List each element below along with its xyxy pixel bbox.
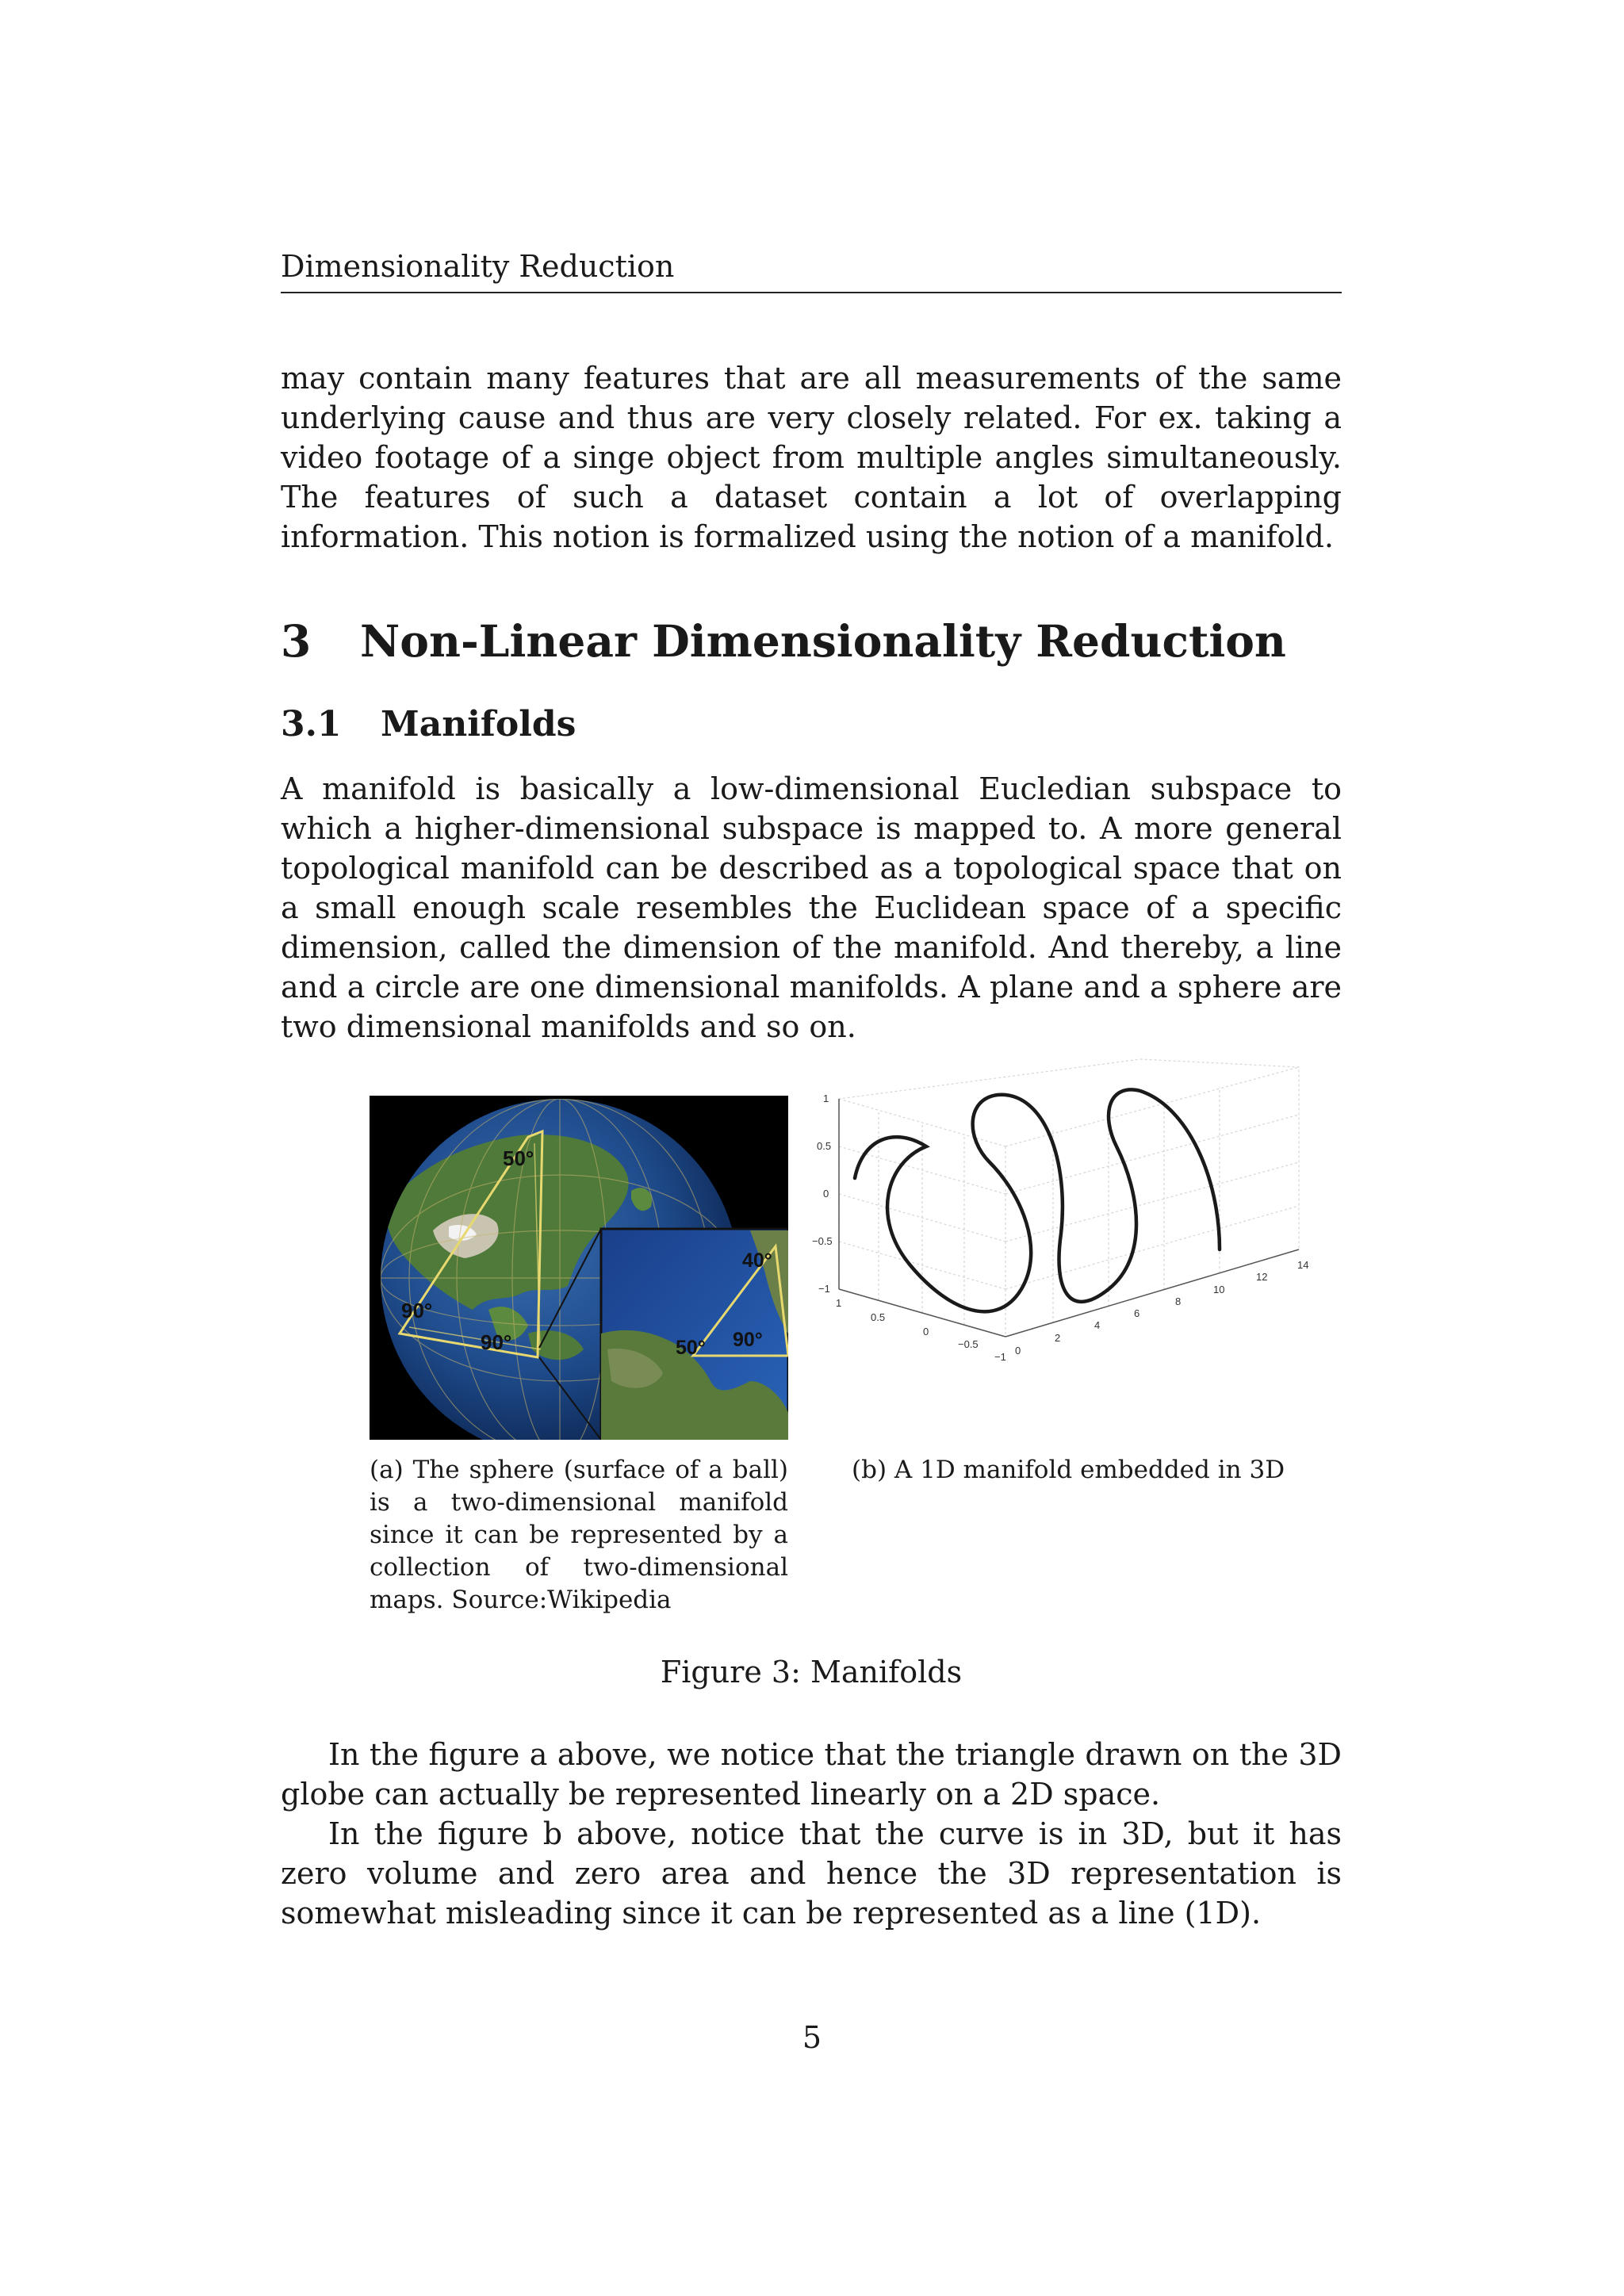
globe-illustration: [370, 1096, 788, 1440]
section-heading: [281, 614, 1286, 668]
inset-angle-top: 40°: [742, 1249, 772, 1272]
x-tick-6: 6: [1134, 1307, 1140, 1319]
section-title: Non-Linear Dimensionality Reduction: [360, 615, 1286, 667]
x-tick-14: 14: [1297, 1259, 1309, 1271]
subfigure-a-caption: (a) The sphere (surface of a ball) is a two-dimensional manifold since it can be represented by a collection of two-dimensional maps. Source:Wikipedia: [370, 1456, 788, 1614]
page-number: 5: [802, 2020, 822, 2055]
paragraph-figure-a: In the figure a above, we notice that the triangle drawn on the 3D globe can actually be represented linearly on a 2D space.: [281, 1737, 1342, 1812]
inset-angle-right: 90°: [733, 1329, 763, 1351]
subsection-title: Manifolds: [381, 704, 576, 744]
z-tick-neg1: −1: [818, 1283, 830, 1295]
x-tick-10: 10: [1213, 1284, 1225, 1295]
angle-label-top: 50°: [503, 1146, 534, 1170]
y-tick-0: 0: [923, 1326, 929, 1337]
x-tick-0: 0: [1015, 1345, 1021, 1357]
x-tick-8: 8: [1175, 1295, 1182, 1307]
z-tick-0: 0: [823, 1188, 829, 1200]
z-tick-0.5: 0.5: [817, 1140, 832, 1152]
paragraph-figure-b: In the figure b above, notice that the curve is in 3D, but it has zero volume and zero area and hence the 3D representation is somewhat misleading since it can be represented as a line (1D).: [281, 1816, 1342, 1931]
x-tick-4: 4: [1094, 1319, 1101, 1331]
angle-label-left: 90°: [401, 1299, 433, 1322]
y-tick-1: 1: [836, 1297, 842, 1309]
inset-angle-left: 50°: [676, 1337, 706, 1359]
globe-figure: [370, 1096, 788, 1440]
subsection-heading: [281, 702, 576, 747]
y-tick-neg1: −1: [994, 1351, 1006, 1363]
x-tick-2: 2: [1055, 1332, 1061, 1344]
z-tick-1: 1: [823, 1093, 829, 1104]
section-number: 3: [281, 615, 312, 667]
x-tick-12: 12: [1256, 1271, 1268, 1283]
y-tick-0.5: 0.5: [871, 1311, 886, 1323]
y-tick-neg0.5: −0.5: [958, 1338, 979, 1350]
angle-label-bottom: 90°: [481, 1330, 512, 1354]
helix-plot: [807, 1051, 1331, 1440]
running-header: Dimensionality Reduction: [281, 247, 1342, 293]
manifold-paragraph: A manifold is basically a low-dimensional Eucledian subspace to which a higher-dimensional subspace is mapped to. A more general topological manifold can be described as a topological space that on a small enough scale resembles the Euclidean space of a specific dimension, called the dimension of the manifold. And thereby, a line and a circle are one dimensional manifolds. A plane and a sphere are two dimensional manifolds and so on.: [281, 771, 1342, 1044]
z-tick-neg0.5: −0.5: [812, 1235, 833, 1247]
subfigure-b-caption: (b) A 1D manifold embedded in 3D: [852, 1456, 1285, 1484]
intro-paragraph: may contain many features that are all measurements of the same underlying cause and thus are very closely related. For ex. taking a video footage of a singe object from multiple angles simultaneously. The features of such a dataset contain a lot of overlapping information. This notion is formalized using the notion of a manifold.: [281, 361, 1342, 554]
subsection-number: 3.1: [281, 704, 342, 744]
helix-figure: [807, 1051, 1331, 1440]
figure-caption: Figure 3: Manifolds: [660, 1655, 963, 1689]
